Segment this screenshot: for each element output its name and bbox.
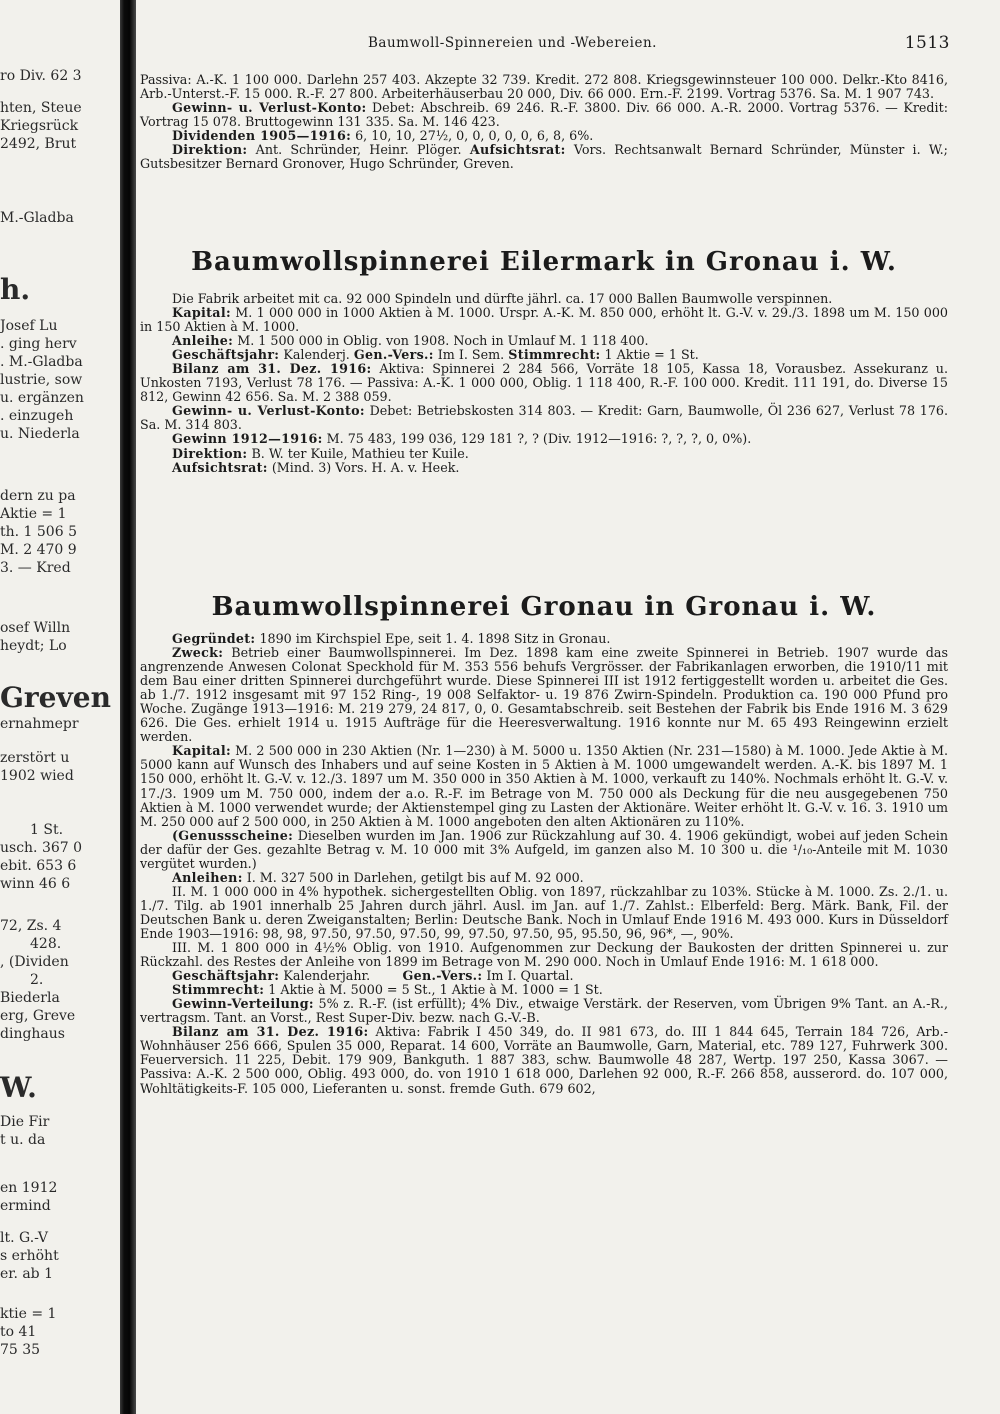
purpose-paragraph: Zweck: Betrieb einer Baumwollspinnerei. Im Dez. 1898 kam eine zweite Spinnerei in Betrieb. 1907 wurde das angrenzende Anwesen Colonat Speckhold für M. 353 556 behufs Vergrösser. der Fabrikanlagen erworben, die 1910/11 mit dem Bau einer dritten Spinnerei durchgeführt wurde. Diese Spinnerei III ist 1912 fertiggestellt worden u. arbeitet die Ges. ab 1./7. 1912 insgesamt mit 97 152 Ring-, 19 008 Selfaktor- u. 19 876 Zwirn-Spindeln. Produktion ca. 190 000 Pfund pro Woche. Zugänge 1913—1916: M. 219 279, 24 817, 0, 0. Gesamtabschreib. seit Bestehen der Fabrik bis Ende 1916 M. 3 629 626. Die Ges. erhielt 1914 u. 1915 Aufträge für die Heeresverwaltung. 1916 konnte nur M. 65 493 Reingewinn erzielt werden. [140,645,948,745]
left-fragment-line: Biederla [0,990,60,1006]
left-fragment-line: Greven [0,681,111,714]
left-fragment-line: ernahmepr [0,716,79,732]
founded-paragraph: Gegründet: 1890 im Kirchspiel Epe, seit 1. 4. 1898 Sitz in Gronau. [172,631,611,646]
left-fragment-line: ro Div. 62 3 [0,68,82,84]
left-fragment-line: erg, Greve [0,1008,76,1024]
page [140,0,990,1414]
left-fragment-line: 75 35 [0,1342,41,1358]
left-fragment-line: er. ab 1 [0,1266,54,1282]
left-fragment-line: 2492, Brut [0,136,77,152]
intro-paragraph: Die Fabrik arbeitet mit ca. 92 000 Spindeln und dürfte jährl. ca. 17 000 Ballen Baumwolle verspinnen. [172,291,833,306]
profit-paragraph: Gewinn 1912—1916: M. 75 483, 199 036, 129 181 ?, ? (Div. 1912—1916: ?, ?, ?, 0, 0%). [172,431,752,447]
loan-ii-paragraph: II. M. 1 000 000 in 4% hypothek. sichergestellten Oblig. von 1897, rückzahlbar zu 103%. Stücke à M. 1000. Zs. 2./1. u. 1./7. Tilg. ab 1901 innerhalb 25 Jahren durch jährl. Ausl. im Jan. auf 1./7. Zahlst.: Elberfeld: Berg. Märk. Bank, Fil. der Deutschen Bank u. deren Zweiganstalten; Berlin: Deutsche Bank. Noch in Umlauf Ende 1916 M. 493 000. Kurs in Düsseldorf Ende 1903—1916: 98, 98, 97.50, 97.50, 97.50, 99, 97.50, 97.50, 95, 95.50, 96, 96*, —, 90%. [140,883,948,941]
passiva-paragraph: Passiva: A.-K. 1 100 000. Darlehn 257 403. Akzepte 32 739. Kredit. 272 808. Kriegsgewinnsteuer 100 000. Delkr.-Kto 8416, Arb.-Unterst.-F. 15 000. R.-F. 27 800. Arbeiterhäuserbau 20 000, Div. 66 000. Ern.-F. 2199. Vortrag 5376. Sa. M. 1 907 743. [140,72,948,102]
left-fragment-line: en 1912 [0,1180,58,1196]
left-fragment-line: ermind [0,1198,51,1214]
left-page-fragment [0,60,120,1414]
left-fragment-line: . einzugeh [0,408,74,424]
left-fragment-line: 1 St. [30,822,64,838]
left-fragment-line: hten, Steue [0,100,82,116]
left-fragment-line: . ging herv [0,336,77,352]
left-fragment-line: u. ergänzen [0,390,84,406]
board-paragraph: Aufsichtsrat: (Mind. 3) Vors. H. A. v. Heek. [172,459,460,475]
left-fragment-line: . M.-Gladba [0,354,83,370]
loan-paragraph: Anleihe: M. 1 500 000 in Oblig. von 1908. Noch in Umlauf M. 1 118 400. [172,333,649,349]
left-fragment-line: Josef Lu [0,318,58,334]
left-fragment-line: lt. G.-V [0,1230,48,1246]
balance-paragraph: Bilanz am 31. Dez. 1916: Aktiva: Fabrik I 450 349, do. II 981 673, do. III 1 844 645, Terrain 184 726, Arb.-Wohnhäuser 256 666, Spulen 35 000, Reparat. 14 600, Vorräte an Baumwolle, Garn, Material, etc. 789 127, Fuhrwerk 300. Feuerversich. 11 225, Debit. 179 909, Bankguth. 1 887 383, schw. Baumwolle 48 287, Wertp. 197 250, Kassa 3067. — Passiva: A.-K. 2 500 000, Oblig. 493 000, do. von 1910 1 618 000, Darlehen 92 000, R.-F. 266 858, ausserord. do. 107 000, Wohltätigkeits-F. 105 000, Lieferanten u. sonst. fremde Guth. 679 602, [140,1024,948,1096]
left-fragment-line: 3. — Kred [0,560,71,576]
section-heading-gronau: Baumwollspinnerei Gronau in Gronau i. W. [211,592,877,622]
loan-iii-paragraph: III. M. 1 800 000 in 4½% Oblig. von 1910. Aufgenommen zur Deckung der Baukosten der dritten Spinnerei u. zur Rückzahl. des Restes der Anleihe von 1899 im Betrage von M. 290 000. Noch in Umlauf Ende 1916: M. 1 618 000. [140,940,948,970]
left-fragment-line: winn 46 6 [0,876,71,892]
left-fragment-line: 72, Zs. 4 [0,918,62,934]
left-fragment-line: , (Dividen [0,954,69,970]
left-fragment-line: osef Willn [0,620,71,636]
pl-paragraph: Gewinn- u. Verlust-Konto: Debet: Betriebskosten 314 803. — Kredit: Garn, Baumwolle, Öl 236 627, Verlust 78 176. Sa. M. 314 803. [140,403,949,433]
capital-paragraph: Kapital: M. 2 500 000 in 230 Aktien (Nr. 1—230) à M. 5000 u. 1350 Aktien (Nr. 231—1580) à M. 1000. Jede Aktie à M. 5000 kann auf Wunsch des Inhabers und auf seine Kosten in 5 Aktien à M. 1000 umgewandelt werden. A.-K. bis 1897 M. 1 150 000, erhöht lt. G.-V. v. 12./3. 1897 um M. 350 000 in 350 Aktien à M. 1000, verkauft zu 140%. Nochmals erhöht lt. G.-V. v. 17./3. 1909 um M. 750 000, indem der a.o. R.-F. im Betrage von M. 750 000 als Deckung für die neu ausgegebenen 750 Aktien à M. 1000 verwendet wurde; der Aktienstempel ging zu Lasten der Aktionäre. Weiter erhöht lt. G.-V. v. 16. 3. 1910 um M. 250 000 auf 2 500 000, in 250 Aktien à M. 1000 angeboten den alten Aktionären zu 110%. [140,743,948,829]
top-section [140,73,948,171]
left-fragment-line: Die Fir [0,1114,50,1130]
dividends-paragraph: Dividenden 1905—1916: 6, 10, 10, 27½, 0, 0, 0, 0, 0, 6, 8, 6%. [172,128,594,144]
left-fragment-line: Aktie = 1 [0,506,67,522]
left-fragment-line: u. Niederla [0,426,80,442]
left-fragment-line: 2. [30,972,44,988]
profit-distribution-paragraph: Gewinn-Verteilung: 5% z. R.-F. (ist erfüllt); 4% Div., etwaige Verstärk. der Reserven, vom Übrigen 9% Tant. an A.-R., vertragsm. Tant. an Vorst., Rest Super-Div. bezw. nach G.-V.-B. [140,996,948,1026]
left-fragment-line: ktie = 1 [0,1306,57,1322]
left-fragment-line: heydt; Lo [0,638,67,654]
left-fragment-line: lustrie, sow [0,372,83,388]
section-heading-eilermark: Baumwollspinnerei Eilermark in Gronau i. W. [191,247,897,277]
left-fragment-line: zerstört u [0,750,70,766]
balance-paragraph: Bilanz am 31. Dez. 1916: Aktiva: Spinnerei 2 284 566, Vorräte 18 105, Kassa 18, Vorausbez. Assekuranz u. Unkosten 7193, Verlust 78 176. — Passiva: A.-K. 1 000 000, Oblig. 1 118 400, R.-F. 100 000. Kredit. 111 191, do. Diverse 15 812, Gewinn 42 656. Sa. M. 2 388 059. [140,361,948,405]
book-gutter [120,0,136,1414]
left-fragment-line: dern zu pa [0,488,76,504]
loans-paragraph: Anleihen: I. M. 327 500 in Darlehen, getilgt bis auf M. 92 000. [172,869,584,885]
left-fragment-line: W. [0,1071,37,1104]
page-number: 1513 [904,33,950,53]
left-fragment-line: M. 2 470 9 [0,542,77,558]
left-fragment-line: usch. 367 0 [0,840,83,856]
left-fragment-line: t u. da [0,1132,46,1148]
section-gronau [140,632,948,1096]
left-fragment-line: 428. [30,936,62,952]
profit-shares-paragraph: (Genussscheine: Dieselben wurden im Jan. 1906 zur Rückzahlung auf 30. 4. 1906 gekündigt, wobei auf jeden Schein der dafür der Ges. gezahlte Betrag v. M. 10 000 mit 3% Aufgeld, im ganzen also M. 10 300 u. die ¹/₁₀-Anteile mit M. 1030 vergütet wurden.) [140,827,948,871]
left-fragment-line: ebit. 653 6 [0,858,77,874]
management-paragraph: Direktion: B. W. ter Kuile, Mathieu ter Kuile. [172,445,469,461]
left-fragment-line: th. 1 506 5 [0,524,77,540]
gv-paragraph: Gewinn- u. Verlust-Konto: Debet: Abschreib. 69 246. R.-F. 3800. Div. 66 000. A.-R. 2000. Vortrag 5376. — Kredit: Vortrag 15 078. Bruttogewinn 131 335. Sa. M. 146 423. [140,100,948,130]
left-fragment-line: 1902 wied [0,768,74,784]
left-fragment-line: dinghaus [0,1026,65,1042]
fiscal-paragraph: Geschäftsjahr: Kalenderj. Gen.-Vers.: Im I. Sem. Stimmrecht: 1 Aktie = 1 St. [172,347,699,363]
left-fragment-line: h. [0,273,31,306]
header-title: Baumwoll-Spinnereien und -Webereien. [368,35,657,51]
capital-paragraph: Kapital: M. 1 000 000 in 1000 Aktien à M. 1000. Urspr. A.-K. M. 850 000, erhöht lt. G.-V. v. 29./3. 1898 um M. 150 000 in 150 Aktien à M. 1000. [140,305,948,335]
fiscal-paragraph: Geschäftsjahr: Kalenderjahr. Gen.-Vers.: Im I. Quartal. [172,968,574,984]
section-eilermark [140,292,948,475]
left-fragment-line: M.-Gladba [0,210,74,226]
left-fragment-line: to 41 [0,1324,37,1340]
running-header [140,33,950,55]
left-fragment-line: s erhöht [0,1248,59,1264]
management-paragraph: Direktion: Ant. Schründer, Heinr. Plöger. Aufsichtsrat: Vors. Rechtsanwalt Bernard Schründer, Münster i. W.; Gutsbesitzer Bernard Gronover, Hugo Schründer, Greven. [140,142,948,172]
voting-paragraph: Stimmrecht: 1 Aktie à M. 5000 = 5 St., 1 Aktie à M. 1000 = 1 St. [172,982,603,998]
left-fragment-line: Kriegsrück [0,118,79,134]
